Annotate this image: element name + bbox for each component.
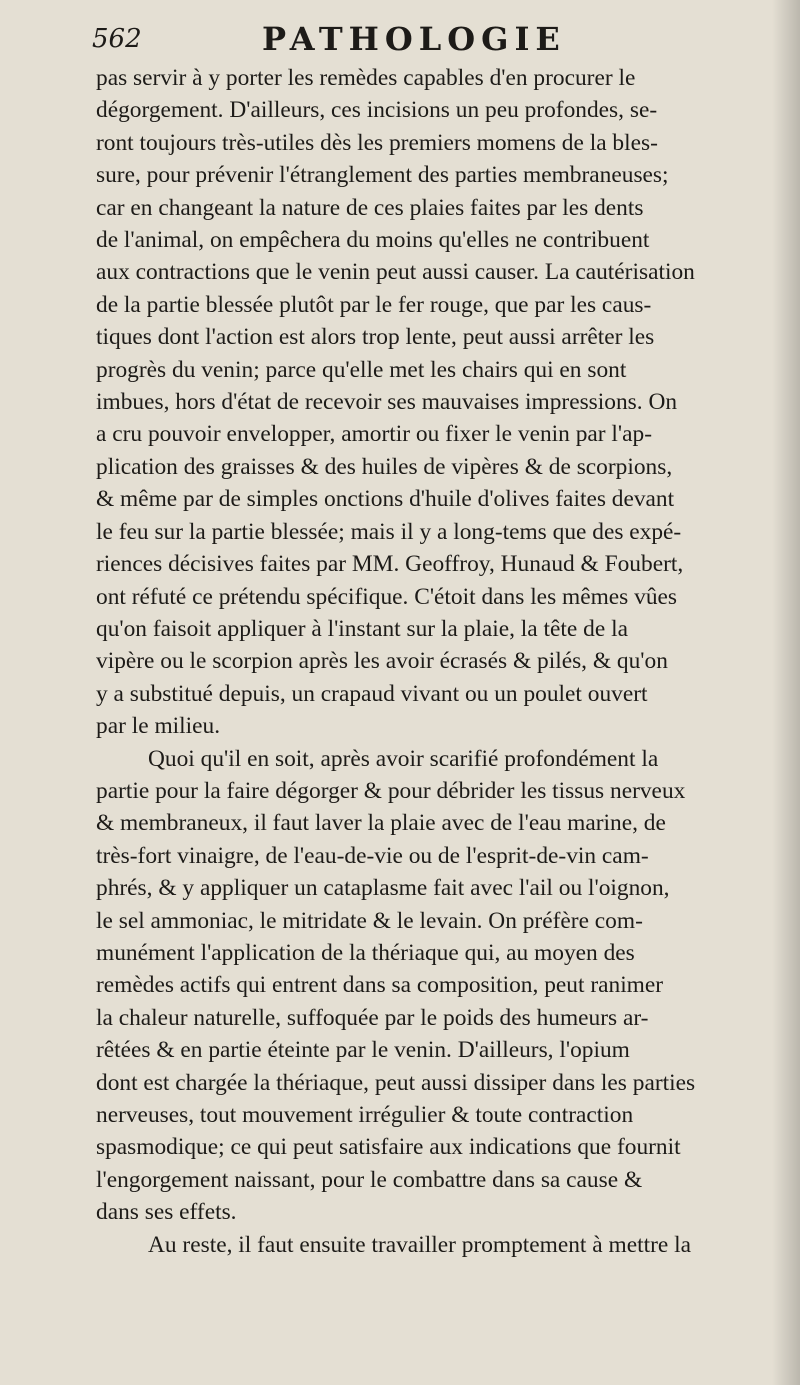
text-line: le sel ammoniac, le mitridate & le levain. On préfère com- (96, 907, 643, 934)
text-line: phrés, & y appliquer un cataplasme fait avec l'ail ou l'oignon, (96, 875, 670, 902)
text-line: par le milieu. (96, 713, 221, 740)
text-line: riences décisives faites par MM. Geoffroy, Hunaud & Foubert, (96, 551, 684, 578)
text-line: aux contractions que le venin peut aussi causer. La cautérisation (96, 259, 695, 286)
text-line: le feu sur la partie blessée; mais il y a long-tems que des expé- (96, 518, 682, 545)
text-line: dégorgement. D'ailleurs, ces incisions un peu profondes, se- (96, 97, 658, 124)
text-line: dont est chargée la thériaque, peut aussi dissiper dans les parties (96, 1069, 696, 1096)
text-line: qu'on faisoit appliquer à l'instant sur la plaie, la tête de la (96, 615, 628, 642)
text-line: Quoi qu'il en soit, après avoir scarifié profondément la (148, 745, 659, 772)
text-line: vipère ou le scorpion après les avoir écrasés & pilés, & qu'on (96, 648, 668, 675)
text-line: remèdes actifs qui entrent dans sa composition, peut ranimer (96, 972, 664, 999)
text-line: munément l'application de la thériaque qui, au moyen des (96, 939, 635, 966)
text-line: très-fort vinaigre, de l'eau-de-vie ou de l'esprit-de-vin cam- (96, 842, 649, 869)
text-line: la chaleur naturelle, suffoquée par le poids des humeurs ar- (96, 1004, 649, 1031)
text-line: & membraneux, il faut laver la plaie avec de l'eau marine, de (96, 810, 666, 837)
body-text (96, 62, 778, 1261)
text-line: ont réfuté ce prétendu spécifique. C'étoit dans les mêmes vûes (96, 583, 677, 610)
text-line: a cru pouvoir envelopper, amortir ou fixer le venin par l'ap- (96, 421, 652, 448)
text-line: spasmodique; ce qui peut satisfaire aux indications que fournit (96, 1134, 681, 1161)
text-line: tiques dont l'action est alors trop lente, peut aussi arrêter les (96, 324, 655, 351)
text-line: l'engorgement naissant, pour le combattre dans sa cause & (96, 1166, 643, 1193)
running-head: PATHOLOGIE (262, 20, 566, 58)
page-header (92, 14, 782, 58)
text-line: pas servir à y porter les remèdes capables d'en procurer le (96, 65, 636, 91)
text-line: de la partie blessée plutôt par le fer rouge, que par les caus- (96, 291, 652, 318)
text-line: & même par de simples onctions d'huile d'olives faites devant (96, 486, 675, 513)
text-line: imbues, hors d'état de recevoir ses mauvaises impressions. On (96, 389, 678, 416)
page-number: 562 (92, 24, 142, 54)
text-line: plication des graisses & des huiles de vipères & de scorpions, (96, 453, 673, 480)
text-line: nerveuses, tout mouvement irrégulier & toute contraction (96, 1102, 634, 1128)
text-line: car en changeant la nature de ces plaies faites par les dents (96, 194, 644, 221)
text-line: progrès du venin; parce qu'elle met les chairs qui en sont (96, 356, 627, 383)
text-line: rêtées & en partie éteinte par le venin. D'ailleurs, l'opium (96, 1037, 630, 1064)
text-line: partie pour la faire dégorger & pour débrider les tissus nerveux (96, 777, 686, 804)
text-line: y a substitué depuis, un crapaud vivant ou un poulet ouvert (96, 680, 648, 707)
text-line: dans ses effets. (96, 1199, 237, 1226)
text-line: Au reste, il faut ensuite travailler promptement à mettre la (148, 1231, 691, 1258)
text-line: sure, pour prévenir l'étranglement des parties membraneuses; (96, 162, 669, 189)
text-line: ront toujours très-utiles dès les premiers momens de la bles- (96, 129, 658, 156)
text-line: de l'animal, on empêchera du moins qu'elles ne contribuent (96, 227, 650, 254)
